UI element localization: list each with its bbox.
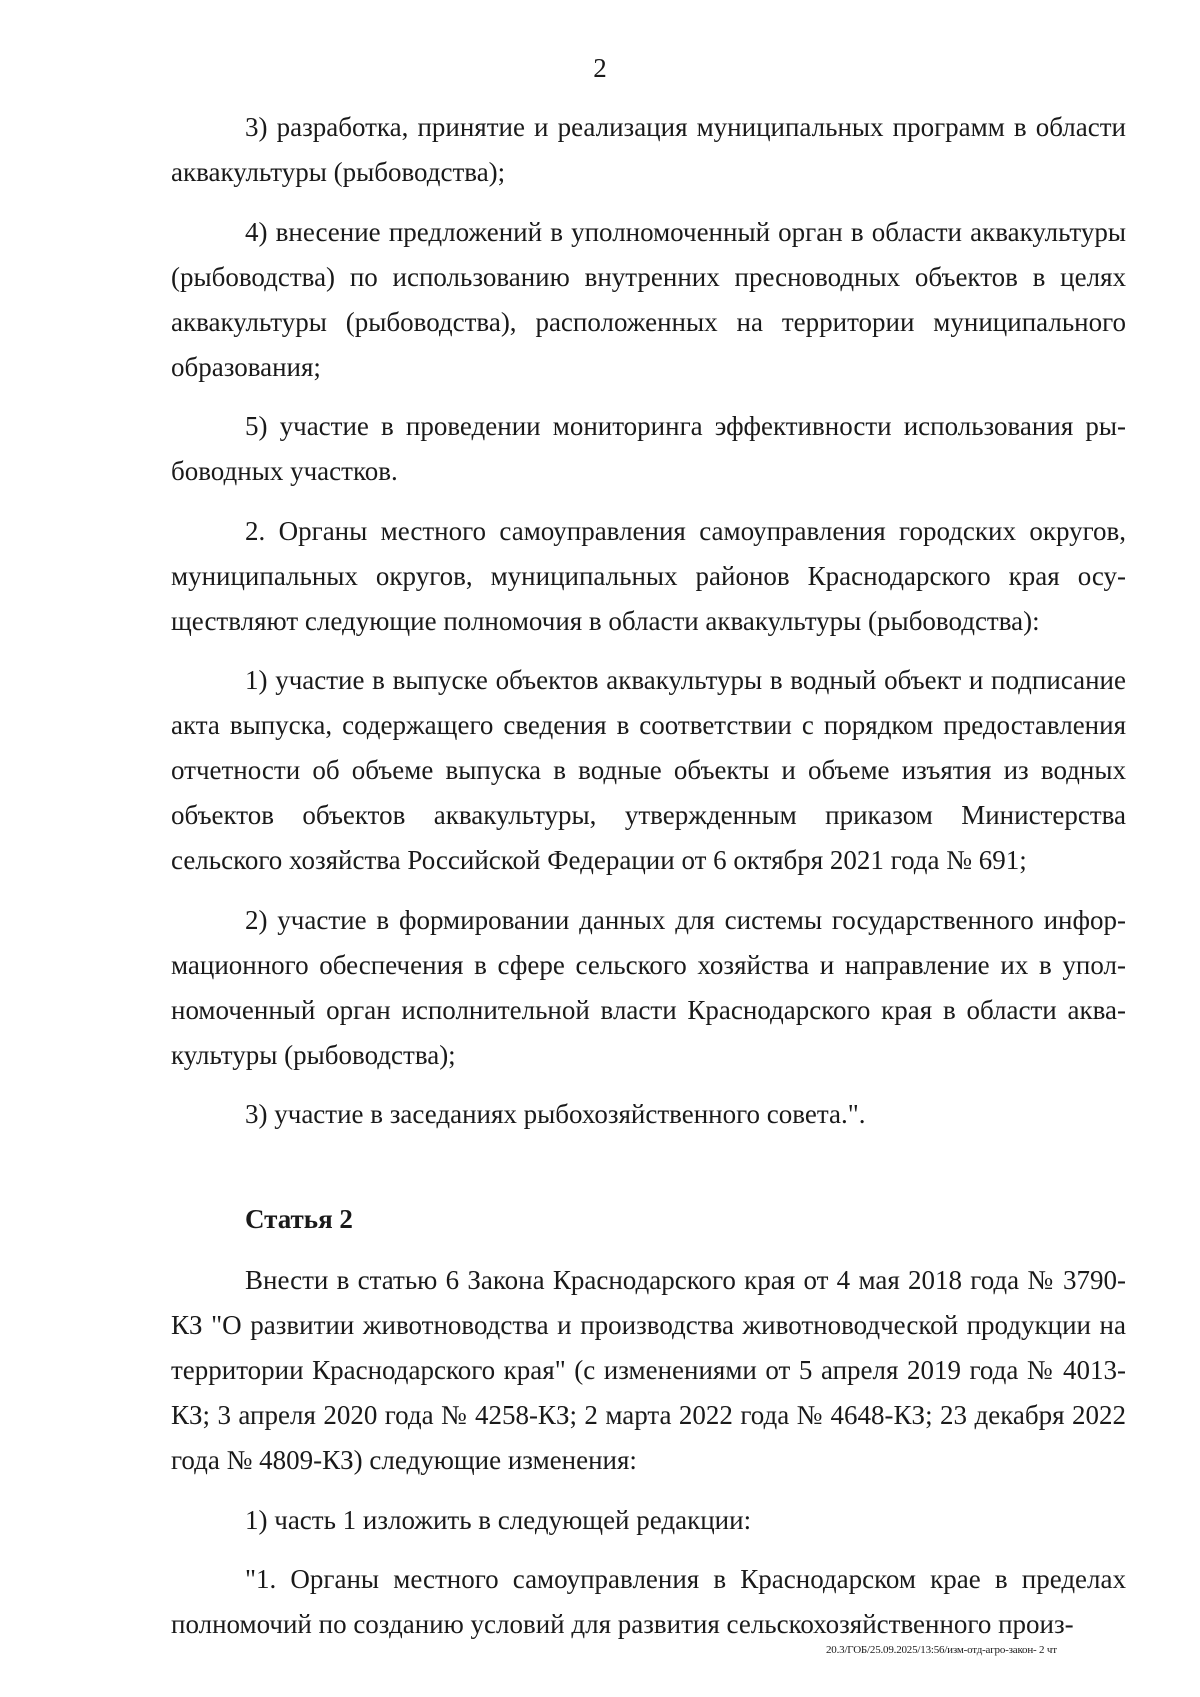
paragraph-part-2-authorities: 2. Органы местного самоуправления самоуправления городских округов, муниципальных округов, муниципальных районов Краснодарского края осуществляют следующие полномочия в области аквакультуры (рыбоводства): bbox=[171, 515, 1126, 636]
paragraph-new-part-1: "1. Органы местного самоуправления в Краснодарском крае в пределах полномочий по созданию условий для развития сельскохозяйственного произ- bbox=[171, 1564, 1126, 1639]
paragraph-item-3-council: 3) участие в заседаниях рыбохозяйственного совета.". bbox=[245, 1099, 866, 1129]
paragraph-item-2-data: 2) участие в формировании данных для системы государственного информационного обеспечения в сфере сельского хозяйства и направление их в уполномоченный орган исполнительной власти Краснодарского края в области аквакультуры (рыбоводства); bbox=[171, 904, 1126, 1070]
article-heading: Статья 2 bbox=[245, 1204, 353, 1234]
paragraph-amendments-intro: Внести в статью 6 Закона Краснодарского края от 4 мая 2018 года № 3790-КЗ "О развитии животноводства и производства животноводческой продукции на территории Краснодарского края" (с изменениями от 5 апреля 2019 года № 4013-КЗ; 3 апреля 2020 года № 4258-КЗ; 2 марта 2022 года № 4648-КЗ; 23 декабря 2022 года № 4809-КЗ) следующие изменения: bbox=[171, 1265, 1126, 1475]
paragraph-item-1-part-1: 1) часть 1 изложить в следующей редакции: bbox=[245, 1504, 752, 1535]
paragraph-item-3-programs: 3) разработка, принятие и реализация муниципальных программ в области аквакультуры (рыбоводства); bbox=[171, 112, 1126, 187]
footer-document-code: 20.3/ГОБ/25.09.2025/13:56/изм-отд-агро-закон- 2 чт bbox=[826, 1644, 1057, 1656]
paragraph-item-1-release: 1) участие в выпуске объектов аквакультуры в водный объект и подписание акта выпуска, содержащего сведения в соответствии с порядком предоставления отчетности об объеме выпуска в водные объекты и объеме изъятия из водных объектов объектов аквакультуры, утвержденным приказом Министерства сельского хозяйства Российской Федерации от 6 октября 2021 года № 691; bbox=[171, 665, 1126, 875]
page-number: 2 bbox=[593, 53, 607, 83]
document-body bbox=[171, 105, 1126, 1662]
paragraph-item-5-monitoring: 5) участие в проведении мониторинга эффективности использования рыбоводных участков. bbox=[171, 411, 1126, 486]
paragraph-item-4-proposals: 4) внесение предложений в уполномоченный орган в области аквакультуры (рыбоводства) по использованию внутренних пресноводных объектов в целях аквакультуры (рыбоводства), расположенных на территории муниципального образования; bbox=[171, 216, 1126, 382]
